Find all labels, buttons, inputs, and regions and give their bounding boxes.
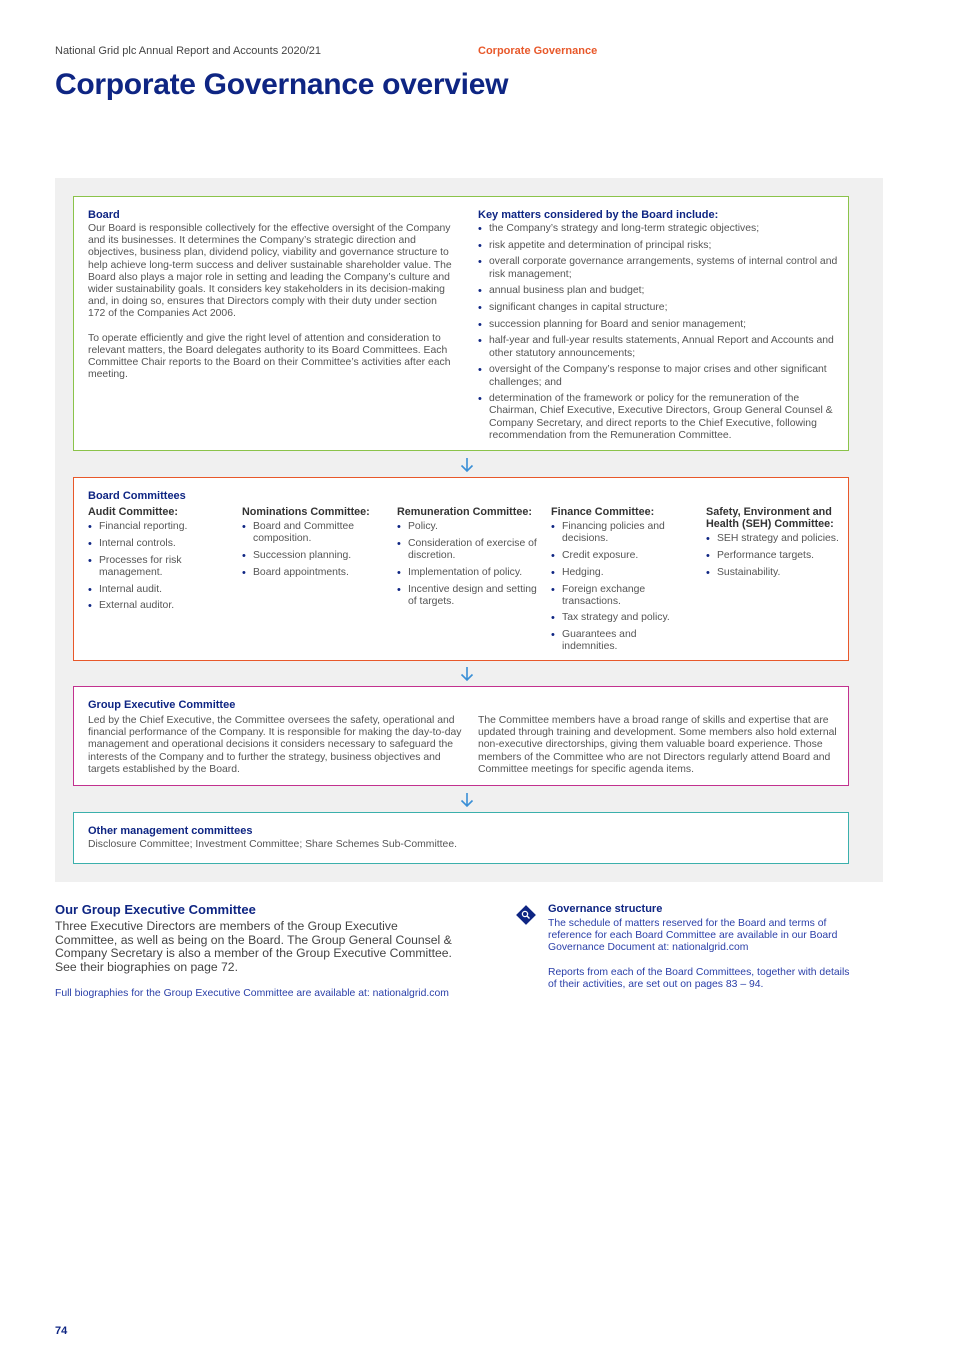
- board-committees-box: [73, 477, 849, 661]
- down-arrow-icon: [457, 455, 477, 475]
- governance-text-2[interactable]: Reports from each of the Board Committees, together with details of their activities, are set out on pages 83 – 94.: [548, 966, 850, 990]
- governance-text-1[interactable]: The schedule of matters reserved for the Board and terms of reference for each Board Committee are available in our Board Governance Document at: nationalgrid.com: [548, 918, 838, 954]
- list-item: • significant changes in capital structure;: [478, 302, 848, 314]
- list-item: • oversight of the Company’s response to major crises and other significant challenges; and: [478, 364, 848, 388]
- list-item: • Internal controls.: [88, 538, 228, 550]
- governance-diagram-panel: [55, 178, 883, 882]
- list-item: • Financial reporting.: [88, 521, 228, 533]
- nominations-committee-list: [242, 521, 382, 579]
- gec-paragraph-right: The Committee members have a broad range of skills and expertise that are updated through training and development. Some members also hold external non-executive directorships, giving them valuable board experience. Those members of the Committee who are not Directors regularly attend Board and Committee meetings for specific agenda items.: [478, 715, 837, 775]
- list-item: • Board and Committee composition.: [242, 521, 382, 545]
- board-box: [73, 196, 849, 451]
- page-title: Corporate Governance overview: [55, 68, 509, 101]
- biographies-link[interactable]: Full biographies for the Group Executive Committee are available at: nationalgrid.com: [55, 988, 449, 999]
- board-committees-heading: Board Committees: [88, 490, 186, 502]
- section-label: Corporate Governance: [478, 45, 598, 57]
- list-item: • SEH strategy and policies.: [706, 533, 852, 545]
- audit-committee-list: [88, 521, 228, 612]
- group-executive-committee-box: [73, 686, 849, 786]
- list-item: • Processes for risk management.: [88, 555, 228, 579]
- remuneration-committee-title: Remuneration Committee:: [397, 506, 532, 518]
- our-gec-heading: Our Group Executive Committee: [55, 902, 256, 917]
- board-heading: Board: [88, 209, 120, 221]
- governance-structure-section: [548, 903, 858, 1003]
- list-item: • Performance targets.: [706, 550, 852, 562]
- finance-committee-list: [551, 521, 691, 653]
- down-arrow-icon: [457, 664, 477, 684]
- page-number: 74: [55, 1325, 68, 1337]
- list-item: • Tax strategy and policy.: [551, 612, 691, 624]
- list-item: • Sustainability.: [706, 567, 852, 579]
- list-item: • Policy.: [397, 521, 539, 533]
- list-item: • annual business plan and budget;: [478, 285, 848, 297]
- list-item: • risk appetite and determination of principal risks;: [478, 240, 848, 252]
- list-item: • determination of the framework or policy for the remuneration of the Chairman, Chief Executive, Executive Directors, Group General Counsel & Company Secretary, and direct reports to the Chief Executive, following recommendation from the Remuneration Committee.: [478, 393, 848, 442]
- other-committees-heading: Other management committees: [88, 825, 253, 837]
- list-item: • overall corporate governance arrangements, systems of internal control and risk management;: [478, 256, 848, 280]
- nominations-committee-title: Nominations Committee:: [242, 506, 370, 518]
- list-item: • succession planning for Board and senior management;: [478, 319, 848, 331]
- audit-committee-title: Audit Committee:: [88, 506, 178, 518]
- search-icon: [514, 903, 538, 927]
- list-item: • Board appointments.: [242, 567, 382, 579]
- our-gec-section: [55, 902, 455, 1000]
- list-item: • Succession planning.: [242, 550, 382, 562]
- list-item: • Internal audit.: [88, 584, 228, 596]
- remuneration-committee-list: [397, 521, 539, 608]
- list-item: • half-year and full-year results statements, Annual Report and Accounts and other statutory announcements;: [478, 335, 848, 359]
- document-title: National Grid plc Annual Report and Accounts 2020/21: [55, 45, 322, 57]
- list-item: • Credit exposure.: [551, 550, 691, 562]
- gec-heading: Group Executive Committee: [88, 699, 236, 711]
- finance-committee-title: Finance Committee:: [551, 506, 655, 518]
- seh-committee-title: Safety, Environment and Health (SEH) Committee:: [706, 506, 834, 531]
- key-matters-heading: Key matters considered by the Board include:: [478, 209, 719, 221]
- other-committees-text: Disclosure Committee; Investment Committee; Share Schemes Sub-Committee.: [88, 839, 457, 850]
- board-paragraph-1: Our Board is responsible collectively for the effective oversight of the Company and its businesses. It determines the Company’s strategic direction and objectives, business plan, dividend policy, viability and governance structure to help achieve long-term success and deliver sustainable shareholder value. The Board also plays a major role in setting and leading the Company’s culture and wider sustainability goals. It considers key stakeholders in its decision-making and, in doing so, ensures that Directors comply with their duty under section 172 of the Companies Act 2006.: [88, 223, 452, 320]
- list-item: • External auditor.: [88, 600, 228, 612]
- list-item: • Foreign exchange transactions.: [551, 584, 691, 608]
- board-paragraph-2: To operate efficiently and give the right level of attention and consideration to relevant matters, the Board delegates authority to its Board Committees. Each Committee Chair reports to the Board on their Committee’s activities after each meeting.: [88, 332, 451, 381]
- down-arrow-icon: [457, 790, 477, 810]
- list-item: • Incentive design and setting of targets.: [397, 584, 539, 608]
- other-management-committees-box: [73, 812, 849, 864]
- governance-structure-heading: Governance structure: [548, 903, 663, 915]
- list-item: • Guarantees and indemnities.: [551, 629, 691, 653]
- list-item: • Financing policies and decisions.: [551, 521, 691, 545]
- seh-committee-list: [706, 533, 852, 579]
- list-item: • the Company’s strategy and long-term strategic objectives;: [478, 223, 848, 235]
- key-matters-list: [478, 223, 848, 442]
- list-item: • Hedging.: [551, 567, 691, 579]
- list-item: • Implementation of policy.: [397, 567, 539, 579]
- list-item: • Consideration of exercise of discretion.: [397, 538, 539, 562]
- gec-paragraph-left: Led by the Chief Executive, the Committee oversees the safety, operational and financial performance of the Company. It is responsible for making the day-to-day management and operational decisions it considers necessary to safeguard the interests of the Company and to further the strategy, business objectives and targets established by the Board.: [88, 715, 462, 775]
- our-gec-text: Three Executive Directors are members of the Group Executive Committee, as well as being on the Board. The Group General Counsel & Company Secretary is also a member of the Group Executive Committee. See their biographies on page 72.: [55, 919, 452, 974]
